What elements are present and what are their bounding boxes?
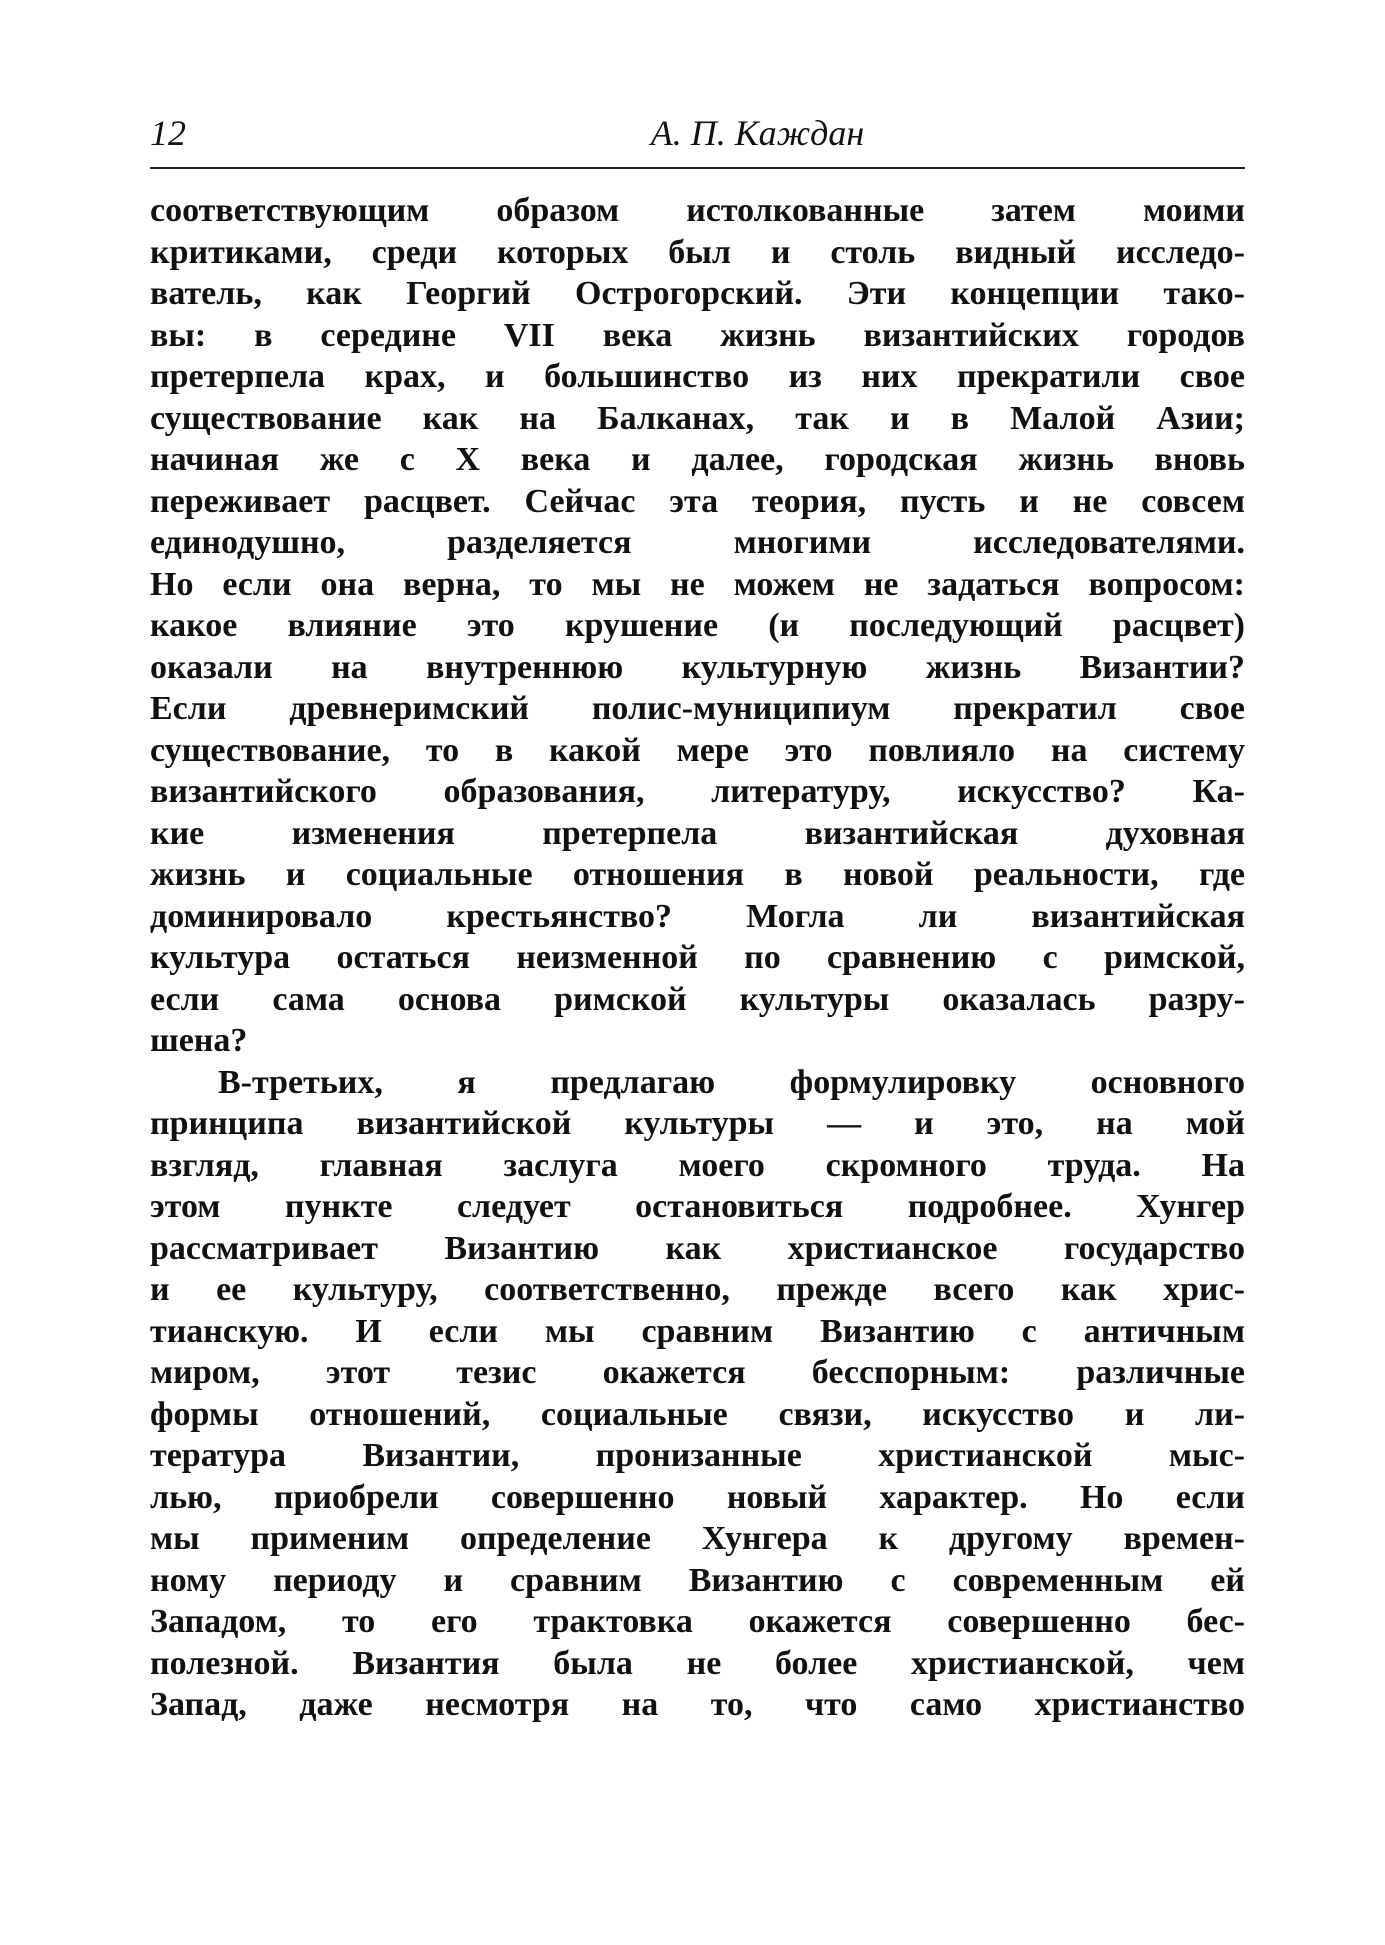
text-line: переживает расцвет. Сейчас эта теория, пусть и не совсем [150, 482, 1245, 520]
text-line: кие изменения претерпела византийская духовная [150, 814, 1245, 852]
text-line: критиками, среди которых был и столь видный исследо- [150, 233, 1245, 271]
text-line: формы отношений, социальные связи, искусство и ли- [150, 1395, 1245, 1433]
text-line: миром, этот тезис окажется бесспорным: различные [150, 1354, 1245, 1391]
running-head-author: А. П. Каждан [650, 113, 865, 153]
text-line: единодушно, разделяется многими исследователями. [150, 524, 1245, 561]
text-line: начиная же с X века и далее, городская жизнь вновь [150, 441, 1245, 478]
header-rule [150, 167, 1245, 169]
paragraph-2 [150, 1062, 1245, 1726]
text-line: Но если она верна, то мы не можем не задаться вопросом: [150, 565, 1245, 603]
text-line: византийского образования, литературу, искусство? Ка- [150, 773, 1245, 810]
text-line: В-третьих, я предлагаю формулировку основного [218, 1063, 1245, 1101]
text-line: существование, то в какой мере это повлияло на систему [150, 731, 1245, 769]
text-line: ватель, как Георгий Острогорский. Эти концепции тако- [150, 275, 1245, 312]
text-line: мы применим определение Хунгера к другому времен- [150, 1520, 1245, 1557]
paragraph-1 [150, 190, 1245, 1062]
text-line: ному периоду и сравним Византию с современным ей [150, 1561, 1245, 1599]
text-line: оказали на внутреннюю культурную жизнь Византии? [150, 648, 1245, 686]
text-line: рассматривает Византию как христианское государство [150, 1229, 1245, 1267]
page-header [150, 112, 1245, 164]
text-line: существование как на Балканах, так и в Малой Азии; [150, 399, 1245, 437]
text-line: жизнь и социальные отношения в новой реальности, где [150, 856, 1245, 893]
text-line: Запад, даже несмотря на то, что само христианство [150, 1686, 1245, 1723]
text-line: шена? [150, 1022, 248, 1059]
page-number: 12 [150, 113, 186, 153]
text-line: соответствующим образом истолкованные затем моими [150, 192, 1245, 229]
text-line: если сама основа римской культуры оказалась разру- [150, 980, 1245, 1018]
text-line: претерпела крах, и большинство из них прекратили свое [150, 358, 1245, 395]
text-line: доминировало крестьянство? Могла ли византийская [150, 897, 1245, 935]
text-line: лью, приобрели совершенно новый характер. Но если [150, 1478, 1245, 1516]
text-line: Если древнеримский полис-муниципиум прекратил свое [150, 690, 1245, 727]
text-line: взгляд, главная заслуга моего скромного труда. На [150, 1146, 1245, 1184]
text-line: полезной. Византия была не более христианской, чем [150, 1644, 1245, 1682]
text-line: какое влияние это крушение (и последующий расцвет) [150, 607, 1245, 644]
text-line: культура остаться неизменной по сравнению с римской, [150, 939, 1245, 976]
body-text [150, 190, 1245, 1726]
text-line: Западом, то его трактовка окажется совершенно бес- [150, 1603, 1245, 1640]
text-line: этом пункте следует остановиться подробнее. Хунгер [150, 1188, 1245, 1225]
text-line: тианскую. И если мы сравним Византию с античным [150, 1312, 1245, 1350]
text-line: и ее культуру, соответственно, прежде всего как хрис- [150, 1271, 1245, 1308]
text-line: вы: в середине VII века жизнь византийских городов [150, 316, 1245, 354]
text-line: принципа византийской культуры — и это, на мой [150, 1105, 1245, 1142]
text-line: тература Византии, пронизанные христианской мыс- [150, 1437, 1245, 1474]
